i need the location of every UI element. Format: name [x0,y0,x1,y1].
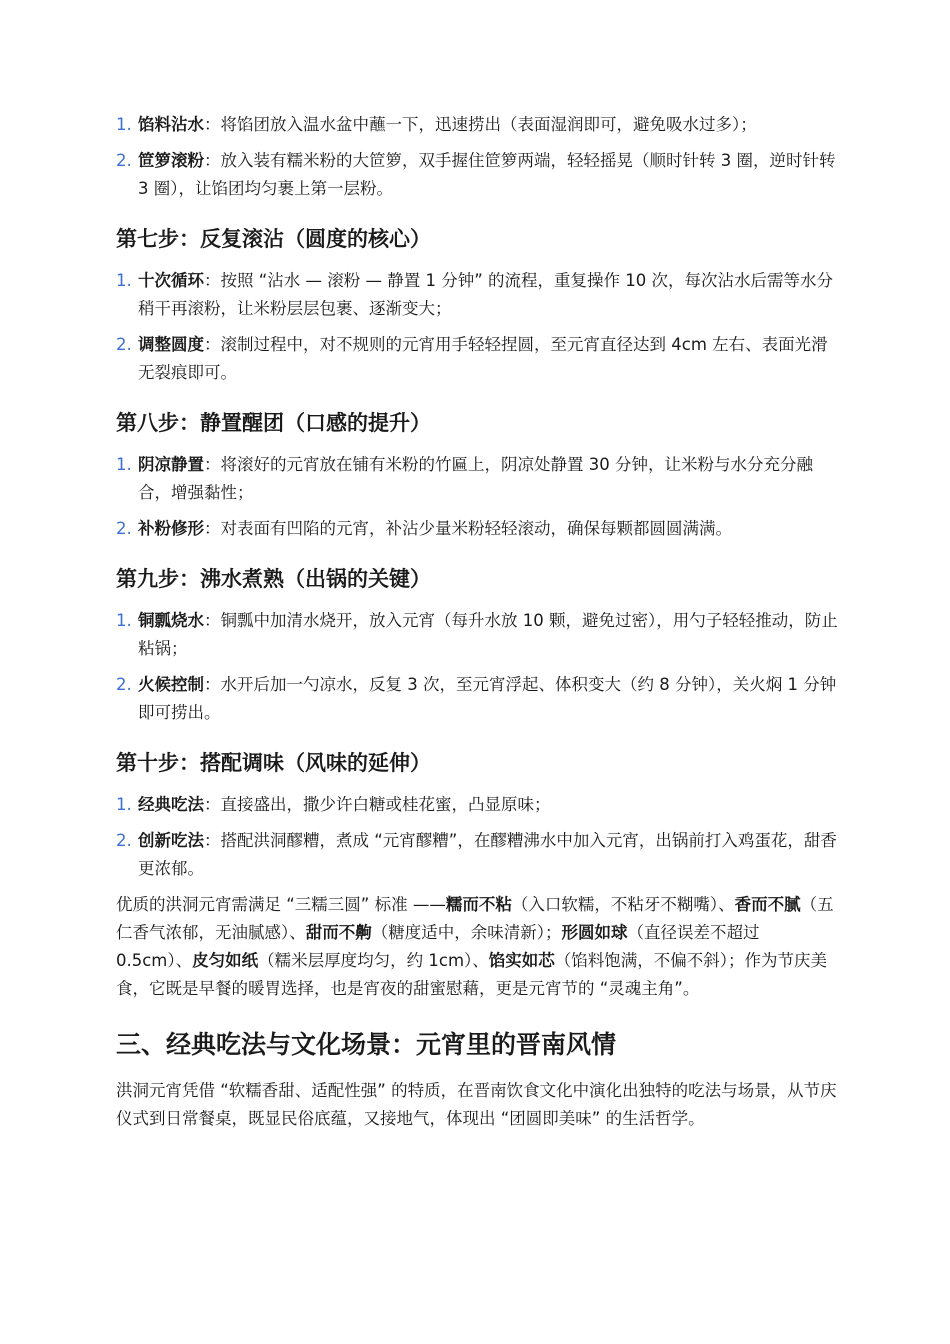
intro-list [116,111,840,203]
list-text: ：滚制过程中，对不规则的元宵用手轻轻捏圆，至元宵直径达到 4cm 左右、表面光滑无裂痕即可。 [138,335,828,382]
summary-bold: 甜而不齁 [305,923,372,942]
summary-text: （入口软糯，不粘牙不糊嘴）、 [511,895,735,914]
list-text: ：将馅团放入温水盆中蘸一下，迅速捞出（表面湿润即可，避免吸水过多）； [204,115,757,134]
list-text: ：对表面有凹陷的元宵，补沾少量米粉轻轻滚动，确保每颗都圆圆满满。 [204,519,732,538]
list-term: 调整圆度 [138,335,204,354]
list-item [116,147,840,203]
step-9-list [116,607,840,727]
summary-bold: 皮匀如纸 [192,951,259,970]
summary-bold: 糯而不粘 [445,895,512,914]
step-10-list [116,791,840,883]
step-10-heading: 第十步：搭配调味（风味的延伸） [116,751,431,775]
summary-text: （糯米层厚度均匀，约 1cm）、 [258,951,489,970]
list-number: 2. [116,519,132,538]
summary-text: 优质的洪洞元宵需满足 “三糯三圆” 标准 —— [116,895,446,914]
summary-bold: 馅实如芯 [488,951,555,970]
summary-bold: 香而不腻 [734,895,801,914]
list-number: 1. [116,455,132,474]
list-text: ：水开后加一勺凉水，反复 3 次，至元宵浮起、体积变大（约 8 分钟），关火焖 1 分钟即可捞出。 [138,675,837,722]
summary-text: （馅料饱满，不偏不斜）；作为节庆美食，它既是早餐的暖胃选择，也是宵夜的甜蜜慰藉，更是元宵节的 “灵魂主角”。 [116,951,828,998]
step-7-heading: 第七步：反复滚沾（圆度的核心） [116,227,431,251]
list-number: 2. [116,831,132,850]
section-3-paragraph: 洪洞元宵凭借 “软糯香甜、适配性强” 的特质，在晋南饮食文化中演化出独特的吃法与场景，从节庆仪式到日常餐桌，既显民俗底蕴，又接地气，体现出 “团圆即美味” 的生活哲学。 [116,1081,837,1128]
summary-text: （直径误差不超过 0.5cm）、 [116,923,760,970]
list-term: 火候控制 [138,675,204,694]
list-item [116,827,840,883]
list-term: 笸箩滚粉 [138,151,204,170]
summary-text: （糖度适中，余味清新）； [371,923,562,942]
list-number: 2. [116,335,132,354]
list-term: 铜瓢烧水 [138,611,204,630]
list-term: 馅料沾水 [138,115,204,134]
list-term: 补粉修形 [138,519,204,538]
list-text: ：按照 “沾水 — 滚粉 — 静置 1 分钟” 的流程，重复操作 10 次，每次沾水后需等水分稍干再滚粉，让米粉层层包裹、逐渐变大； [138,271,834,318]
list-item [116,791,840,819]
list-number: 2. [116,151,132,170]
list-number: 1. [116,271,132,290]
list-item [116,111,840,139]
step-7-list [116,267,840,387]
summary-text: （五仁香气浓郁，无油腻感）、 [116,895,834,942]
list-item [116,331,840,387]
list-item [116,451,840,507]
list-text: ：放入装有糯米粉的大笸箩，双手握住笸箩两端，轻轻摇晃（顺时针转 3 圈，逆时针转 3 圈），让馅团均匀裹上第一层粉。 [138,151,836,198]
summary-paragraph [116,891,840,1003]
list-term: 经典吃法 [138,795,204,814]
step-8-heading: 第八步：静置醒团（口感的提升） [116,411,431,435]
list-term: 十次循环 [138,271,204,290]
list-item [116,607,840,663]
step-9-heading: 第九步：沸水煮熟（出锅的关键） [116,567,431,591]
list-number: 2. [116,675,132,694]
list-number: 1. [116,611,132,630]
list-number: 1. [116,795,132,814]
list-term: 创新吃法 [138,831,204,850]
summary-bold: 形圆如球 [561,923,628,942]
list-number: 1. [116,115,132,134]
list-text: ：搭配洪洞醪糟，煮成 “元宵醪糟”，在醪糟沸水中加入元宵，出锅前打入鸡蛋花，甜香更浓郁。 [138,831,837,878]
list-text: ：将滚好的元宵放在铺有米粉的竹匾上，阴凉处静置 30 分钟，让米粉与水分充分融合，增强黏性； [138,455,813,502]
list-text: ：铜瓢中加清水烧开，放入元宵（每升水放 10 颗，避免过密），用勺子轻轻推动，防止粘锅； [138,611,838,658]
list-item [116,671,840,727]
list-item [116,515,840,543]
step-8-list [116,451,840,543]
list-text: ：直接盛出，撒少许白糖或桂花蜜，凸显原味； [204,795,551,814]
list-item [116,267,840,323]
list-term: 阴凉静置 [138,455,204,474]
section-3-heading: 三、经典吃法与文化场景：元宵里的晋南风情 [116,1030,617,1059]
